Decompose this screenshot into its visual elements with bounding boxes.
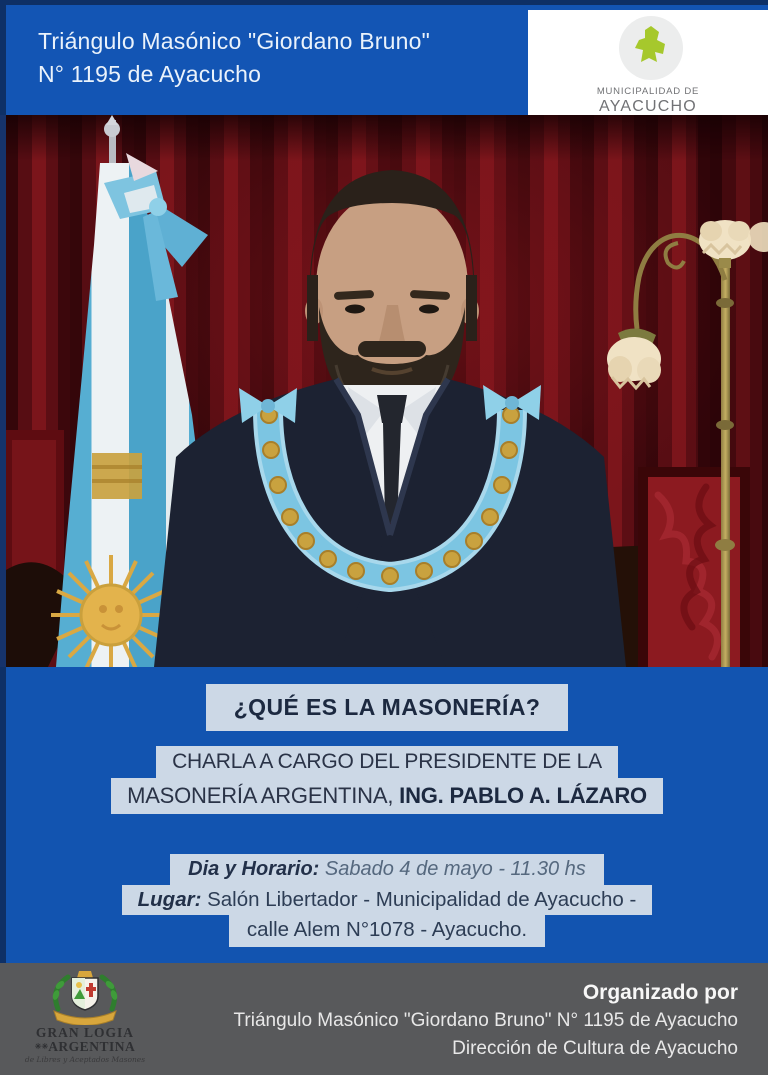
header-bar xyxy=(0,0,768,115)
grand-lodge-name-line2-text: ARGENTINA xyxy=(48,1039,136,1054)
municipality-name-line1: MUNICIPALIDAD DE xyxy=(596,86,700,97)
schedule-label: Dia y Horario: xyxy=(188,858,320,880)
organizers-block xyxy=(234,979,738,1063)
subtitle-line2-regular: MASONERÍA ARGENTINA, xyxy=(127,783,400,808)
portrait-photo-art xyxy=(6,115,768,667)
organizer-line2: Dirección de Cultura de Ayacucho xyxy=(452,1038,738,1059)
schedule-line xyxy=(170,854,604,885)
municipality-logo xyxy=(528,10,768,120)
event-info-section xyxy=(0,667,768,963)
organizer-line1: Triángulo Masónico "Giordano Bruno" N° 1195 de Ayacucho xyxy=(233,1010,738,1031)
place-line2: calle Alem N°1078 - Ayacucho. xyxy=(229,915,545,947)
organized-by-label: Organizado por xyxy=(582,981,738,1004)
schedule-block xyxy=(6,854,768,947)
right-chair xyxy=(638,467,750,667)
lodge-title-line2: N° 1195 de Ayacucho xyxy=(38,61,262,87)
grand-lodge-name-line1: GRAN LOGIA xyxy=(35,1025,135,1040)
place-value: Salón Libertador - Municipalidad de Ayacucho - xyxy=(201,888,637,911)
gran-logia-argentina-crest xyxy=(20,969,150,1025)
subtitle-line1: CHARLA A CARGO DEL PRESIDENTE DE LA xyxy=(156,746,618,778)
place-label: Lugar: xyxy=(137,888,202,911)
lodge-title xyxy=(38,25,430,91)
ayacucho-district-map-icon xyxy=(619,16,683,80)
event-subtitle xyxy=(6,746,768,814)
grand-lodge-symbols: ✳✳ xyxy=(34,1042,49,1051)
portrait-photo xyxy=(0,115,768,667)
grand-lodge-name-line2 xyxy=(20,1039,150,1055)
municipality-name-line2: AYACUCHO xyxy=(599,98,697,115)
grand-lodge-motto: de Libres y Aceptados Masones xyxy=(24,1055,146,1064)
lodge-title-line1: Triángulo Masónico "Giordano Bruno" xyxy=(38,28,430,54)
speaker-name: ING. PABLO A. LÁZARO xyxy=(399,783,647,808)
place-line xyxy=(122,885,653,915)
footer-bar xyxy=(0,963,768,1075)
grand-lodge-logo xyxy=(20,969,150,1069)
municipality-logo-circle xyxy=(619,16,683,80)
subtitle-line2 xyxy=(111,778,663,814)
schedule-value: Sabado 4 de mayo - 11.30 hs xyxy=(319,858,586,880)
event-title: ¿QUÉ ES LA MASONERÍA? xyxy=(206,684,569,731)
